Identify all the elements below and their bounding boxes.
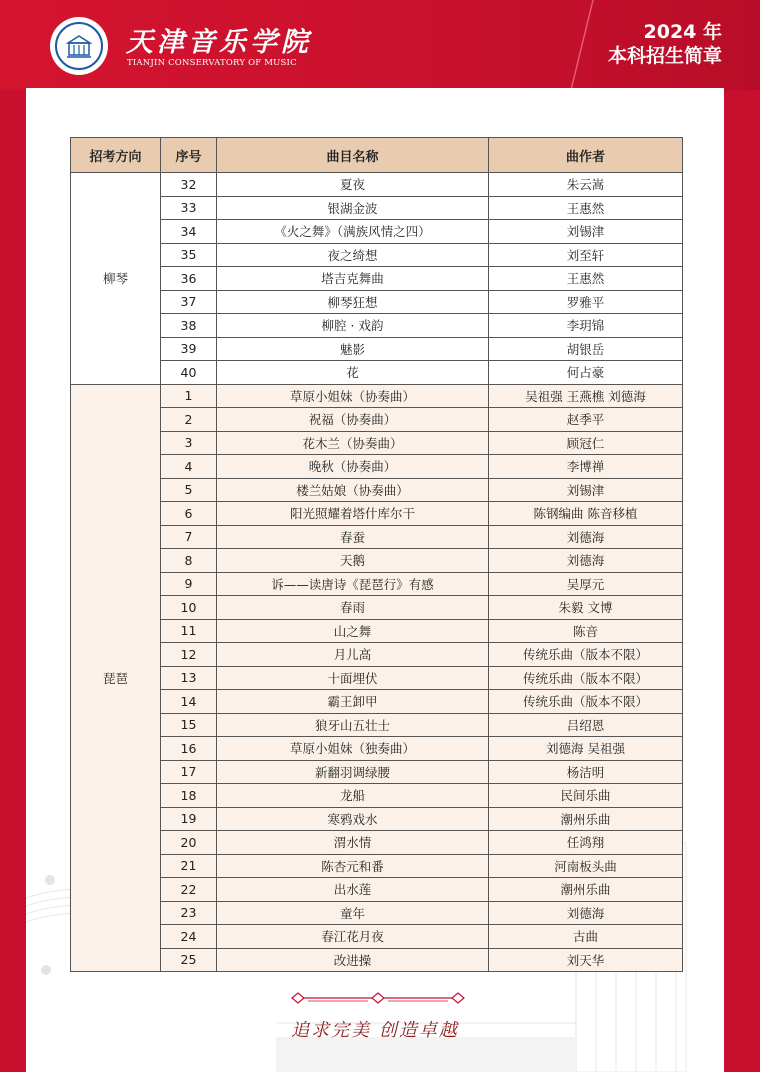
number-cell: 9 [161, 572, 217, 596]
school-name-chinese: 天津音乐学院 [126, 27, 312, 58]
number-cell: 8 [161, 549, 217, 573]
number-cell: 6 [161, 502, 217, 526]
composer-cell: 河南板头曲 [489, 854, 683, 878]
piece-title-cell: 月儿高 [217, 643, 489, 667]
composer-cell: 任鸿翔 [489, 831, 683, 855]
composer-cell: 吴厚元 [489, 572, 683, 596]
composer-cell: 刘锡津 [489, 478, 683, 502]
table-row [71, 384, 683, 408]
table-row [71, 243, 683, 267]
footer-ornament [288, 990, 468, 1006]
number-cell: 33 [161, 196, 217, 220]
composer-cell: 朱云嵩 [489, 173, 683, 197]
piece-title-cell: 塔吉克舞曲 [217, 267, 489, 291]
number-cell: 22 [161, 878, 217, 902]
piece-title-cell: 夜之绮想 [217, 243, 489, 267]
table-row [71, 878, 683, 902]
composer-cell: 传统乐曲（版本不限） [489, 643, 683, 667]
composer-cell: 传统乐曲（版本不限） [489, 666, 683, 690]
composer-cell: 李玥锦 [489, 314, 683, 338]
table-row [71, 502, 683, 526]
composer-cell: 潮州乐曲 [489, 807, 683, 831]
piece-title-cell: 诉——读唐诗《琵琶行》有感 [217, 572, 489, 596]
piece-title-cell: 山之舞 [217, 619, 489, 643]
composer-cell: 吴祖强 王燕樵 刘德海 [489, 384, 683, 408]
table-row [71, 337, 683, 361]
brochure-subtitle: 本科招生简章 [607, 45, 722, 67]
table-body [71, 173, 683, 972]
composer-cell: 何占豪 [489, 361, 683, 385]
piece-title-cell: 童年 [217, 901, 489, 925]
composer-cell: 刘锡津 [489, 220, 683, 244]
piece-title-cell: 龙船 [217, 784, 489, 808]
piece-title-cell: 草原小姐妹（独奏曲） [217, 737, 489, 761]
direction-cell: 琵琶 [71, 384, 161, 972]
number-cell: 13 [161, 666, 217, 690]
number-cell: 10 [161, 596, 217, 620]
number-cell: 19 [161, 807, 217, 831]
piece-title-cell: 春江花月夜 [217, 925, 489, 949]
header-slash-decoration [565, 0, 595, 90]
page-body [26, 88, 724, 1072]
piece-title-cell: 夏夜 [217, 173, 489, 197]
composer-cell: 传统乐曲（版本不限） [489, 690, 683, 714]
table-row [71, 361, 683, 385]
direction-cell: 柳琴 [71, 173, 161, 385]
composer-cell: 潮州乐曲 [489, 878, 683, 902]
school-emblem-icon [50, 17, 108, 75]
table-row [71, 290, 683, 314]
piece-title-cell: 春雨 [217, 596, 489, 620]
table-row [71, 596, 683, 620]
piece-title-cell: 渭水情 [217, 831, 489, 855]
number-cell: 32 [161, 173, 217, 197]
table-row [71, 455, 683, 479]
piece-title-cell: 楼兰姑娘（协奏曲） [217, 478, 489, 502]
number-cell: 2 [161, 408, 217, 432]
number-cell: 5 [161, 478, 217, 502]
piece-title-cell: 改进操 [217, 948, 489, 972]
composer-cell: 刘德海 [489, 549, 683, 573]
school-name-english: TIANJIN CONSERVATORY OF MUSIC [127, 58, 297, 68]
piece-title-cell: 草原小姐妹（协奏曲） [217, 384, 489, 408]
table-row [71, 666, 683, 690]
table-row [71, 619, 683, 643]
piece-title-cell: 寒鸦戏水 [217, 807, 489, 831]
piece-title-cell: 天鹅 [217, 549, 489, 573]
piece-title-cell: 魅影 [217, 337, 489, 361]
number-cell: 17 [161, 760, 217, 784]
number-cell: 39 [161, 337, 217, 361]
number-cell: 4 [161, 455, 217, 479]
piece-title-cell: 花木兰（协奏曲） [217, 431, 489, 455]
composer-cell: 古曲 [489, 925, 683, 949]
table-row [71, 408, 683, 432]
table-row [71, 267, 683, 291]
table-row [71, 549, 683, 573]
number-cell: 23 [161, 901, 217, 925]
composer-cell: 罗雅平 [489, 290, 683, 314]
repertoire-table [70, 137, 683, 972]
piece-title-cell: 柳腔 · 戏韵 [217, 314, 489, 338]
number-cell: 12 [161, 643, 217, 667]
table-header-row [71, 138, 683, 173]
number-cell: 35 [161, 243, 217, 267]
piece-title-cell: 新翻羽调绿腰 [217, 760, 489, 784]
composer-cell: 王惠然 [489, 267, 683, 291]
composer-cell: 陈音 [489, 619, 683, 643]
number-cell: 1 [161, 384, 217, 408]
table-row [71, 760, 683, 784]
composer-cell: 刘天华 [489, 948, 683, 972]
header-piece-title: 曲目名称 [217, 138, 489, 173]
table-row [71, 713, 683, 737]
piece-title-cell: 陈杏元和番 [217, 854, 489, 878]
table-row [71, 854, 683, 878]
table-row [71, 525, 683, 549]
composer-cell: 赵季平 [489, 408, 683, 432]
table-row [71, 784, 683, 808]
composer-cell: 陈钢编曲 陈音移植 [489, 502, 683, 526]
composer-cell: 刘德海 [489, 525, 683, 549]
number-cell: 3 [161, 431, 217, 455]
number-cell: 14 [161, 690, 217, 714]
table-row [71, 690, 683, 714]
number-cell: 11 [161, 619, 217, 643]
composer-cell: 胡银岳 [489, 337, 683, 361]
piece-title-cell: 霸王卸甲 [217, 690, 489, 714]
number-cell: 18 [161, 784, 217, 808]
piece-title-cell: 狼牙山五壮士 [217, 713, 489, 737]
number-cell: 38 [161, 314, 217, 338]
piece-title-cell: 出水莲 [217, 878, 489, 902]
piece-title-cell: 银湖金波 [217, 196, 489, 220]
piece-title-cell: 柳琴狂想 [217, 290, 489, 314]
table-row [71, 737, 683, 761]
table-row [71, 807, 683, 831]
piece-title-cell: 春蚕 [217, 525, 489, 549]
brochure-year: 2024 年 [643, 21, 722, 43]
slogan: 追求完美 创造卓越 [291, 1020, 459, 1041]
piece-title-cell: 祝福（协奏曲） [217, 408, 489, 432]
piece-title-cell: 阳光照耀着塔什库尔干 [217, 502, 489, 526]
piece-title-cell: 花 [217, 361, 489, 385]
table-row [71, 925, 683, 949]
page-header [0, 0, 760, 90]
number-cell: 7 [161, 525, 217, 549]
number-cell: 24 [161, 925, 217, 949]
composer-cell: 朱毅 文博 [489, 596, 683, 620]
table-row [71, 901, 683, 925]
table-row [71, 831, 683, 855]
table-row [71, 196, 683, 220]
table-row [71, 173, 683, 197]
number-cell: 40 [161, 361, 217, 385]
table-row [71, 314, 683, 338]
number-cell: 15 [161, 713, 217, 737]
table-row [71, 572, 683, 596]
piece-title-cell: 十面埋伏 [217, 666, 489, 690]
table-row [71, 220, 683, 244]
composer-cell: 民间乐曲 [489, 784, 683, 808]
table-row [71, 431, 683, 455]
table-row [71, 478, 683, 502]
table-row [71, 948, 683, 972]
header-direction: 招考方向 [71, 138, 161, 173]
composer-cell: 王惠然 [489, 196, 683, 220]
composer-cell: 刘德海 吴祖强 [489, 737, 683, 761]
composer-cell: 吕绍恩 [489, 713, 683, 737]
piece-title-cell: 《火之舞》（满族风情之四） [217, 220, 489, 244]
brochure-title [608, 20, 722, 68]
composer-cell: 刘至轩 [489, 243, 683, 267]
composer-cell: 杨洁明 [489, 760, 683, 784]
composer-cell: 李博禅 [489, 455, 683, 479]
header-composer: 曲作者 [489, 138, 683, 173]
composer-cell: 刘德海 [489, 901, 683, 925]
number-cell: 25 [161, 948, 217, 972]
number-cell: 21 [161, 854, 217, 878]
number-cell: 20 [161, 831, 217, 855]
piece-title-cell: 晚秋（协奏曲） [217, 455, 489, 479]
number-cell: 34 [161, 220, 217, 244]
table-row [71, 643, 683, 667]
number-cell: 16 [161, 737, 217, 761]
number-cell: 36 [161, 267, 217, 291]
number-cell: 37 [161, 290, 217, 314]
header-number: 序号 [161, 138, 217, 173]
composer-cell: 顾冠仁 [489, 431, 683, 455]
